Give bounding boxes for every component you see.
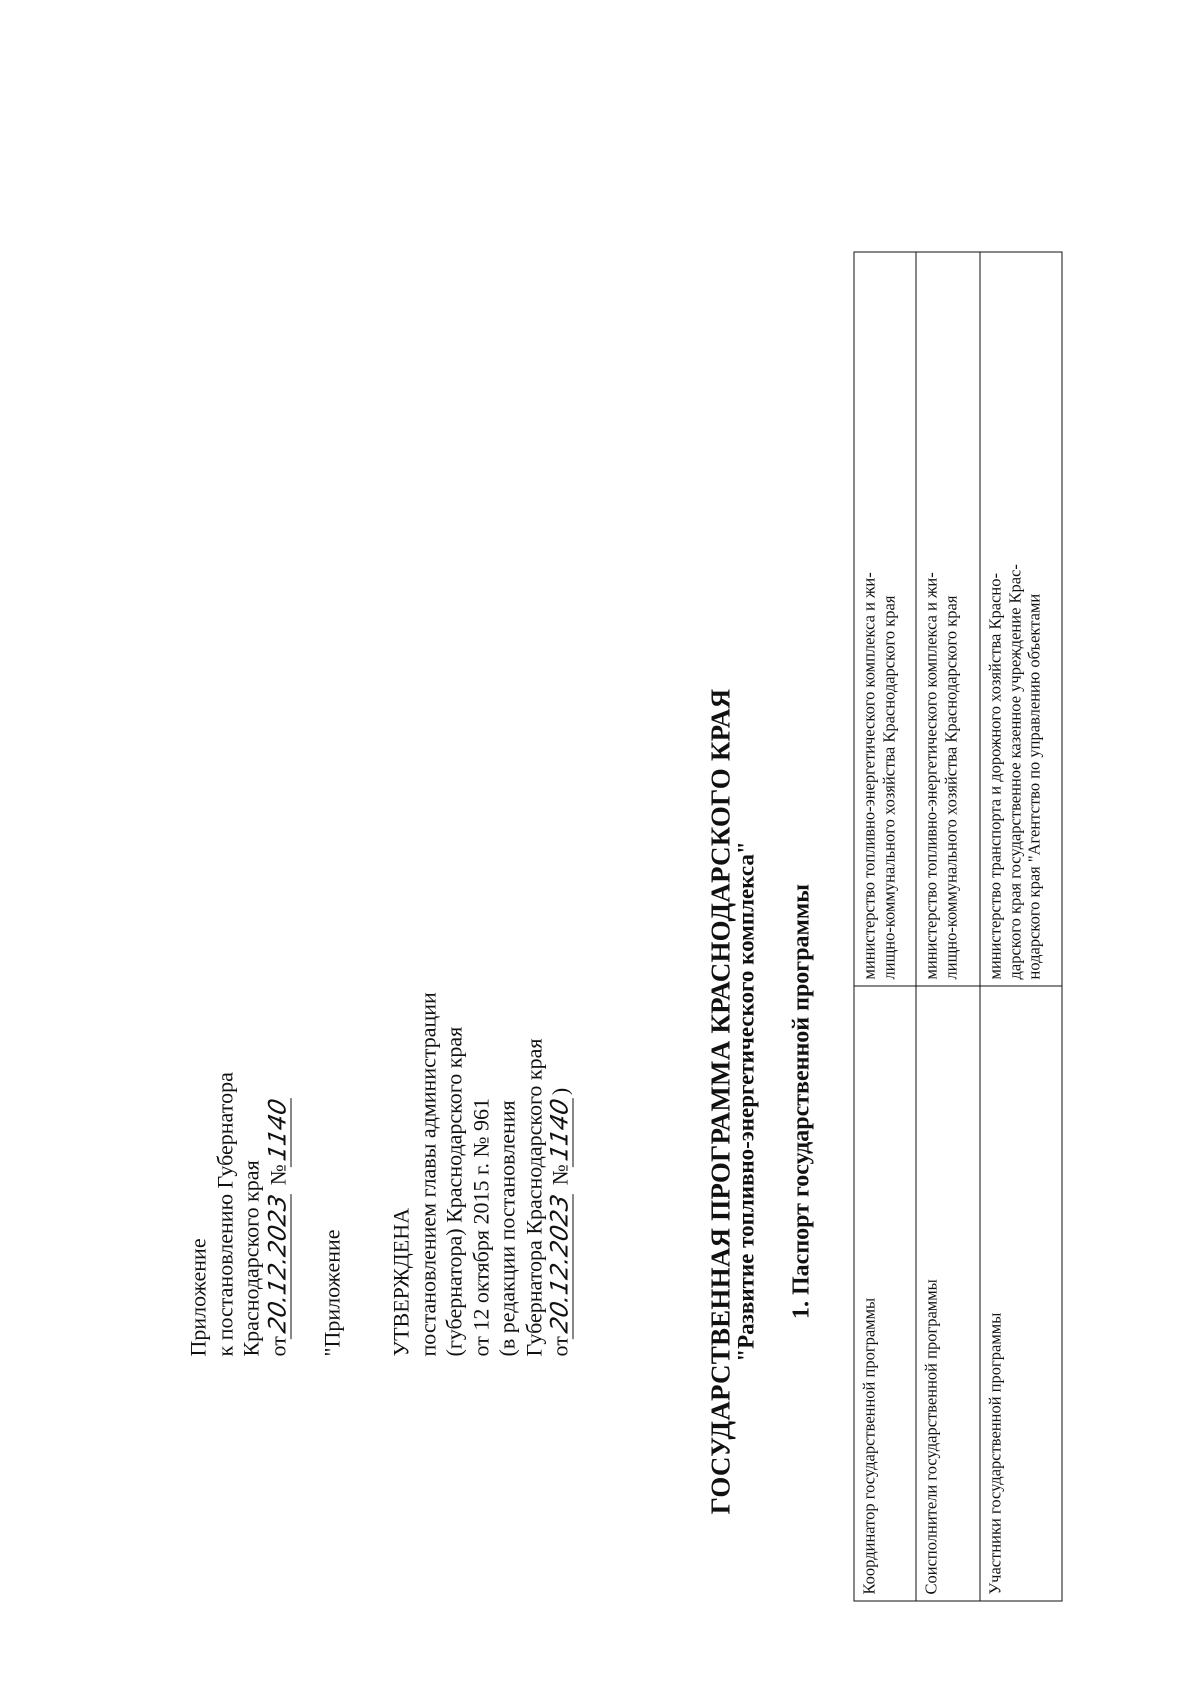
row-value-line: министерство топливно-энергетического комплекса и жи- [859, 572, 879, 980]
row-value-line: лищно-коммунального хозяйства Краснодарского края [879, 595, 898, 980]
passport-heading: 1. Паспорт государственной программы [788, 884, 815, 1319]
annex-block [186, 917, 347, 1357]
row-value-line: дарского края государственное казенное учреждение Крас- [1005, 564, 1024, 980]
passport-table [854, 252, 1063, 1602]
table-row [916, 252, 980, 1601]
annex-number-prefix: № [265, 1164, 290, 1186]
row-value [980, 252, 1062, 986]
row-value-line: нодарского края "Агентство по управлению объектами [1024, 593, 1044, 980]
approved-number-handwritten: 1140 [548, 1092, 574, 1167]
approved-date-line [545, 837, 575, 1357]
row-label: Соисполнители государственной программы [916, 986, 980, 1601]
table-row [854, 252, 916, 1601]
approved-line-5: Губернатора Краснодарского края [521, 1038, 546, 1357]
annex-title: Приложение [185, 1238, 211, 1357]
approved-number-prefix: № [547, 1164, 573, 1186]
annex-lead-quote: "Приложение [319, 1229, 345, 1357]
rotated-document-page [1, 0, 1200, 1697]
annex-date-handwritten: 20.12.2023 [265, 1188, 291, 1339]
row-label: Координатор государственной программы [854, 986, 916, 1601]
approved-close-paren: ) [547, 1087, 573, 1096]
approved-title: УТВЕРЖДЕНА [388, 1207, 414, 1357]
annex-number-handwritten: 1140 [265, 1092, 291, 1167]
table-row [980, 252, 1062, 1601]
row-value-line: министерство транспорта и дорожного хозяйства Красно- [985, 573, 1005, 980]
approved-block [389, 837, 575, 1357]
annex-date-prefix: от [265, 1336, 290, 1357]
row-value [854, 252, 916, 986]
row-value-line: министерство топливно-энергетического комплекса и жи- [921, 572, 941, 980]
row-label: Участники государственной программы [980, 986, 1062, 1601]
approved-line-1: постановлением главы администрации [415, 992, 440, 1357]
annex-date-line [265, 917, 292, 1357]
approved-line-4: (в редакции постановления [494, 1100, 520, 1357]
program-title: ГОСУДАРСТВЕННАЯ ПРОГРАММА КРАСНОДАРСКОГО КРАЯ [705, 688, 736, 1515]
program-subtitle: "Развитие топливно-энергетического комплекса" [733, 841, 759, 1362]
annex-line-2: Краснодарского края [238, 1160, 264, 1357]
row-value-line: лищно-коммунального хозяйства Краснодарского края [941, 595, 960, 980]
row-value [916, 252, 980, 986]
approved-date-prefix: от [547, 1336, 573, 1357]
approved-line-2: (губернатора) Краснодарского края [441, 1026, 467, 1357]
approved-date-handwritten: 20.12.2023 [548, 1188, 574, 1339]
approved-line-3: от 12 октября 2015 г. № 961 [468, 1097, 493, 1357]
annex-line-1: к постановлению Губернатора [212, 1072, 237, 1357]
